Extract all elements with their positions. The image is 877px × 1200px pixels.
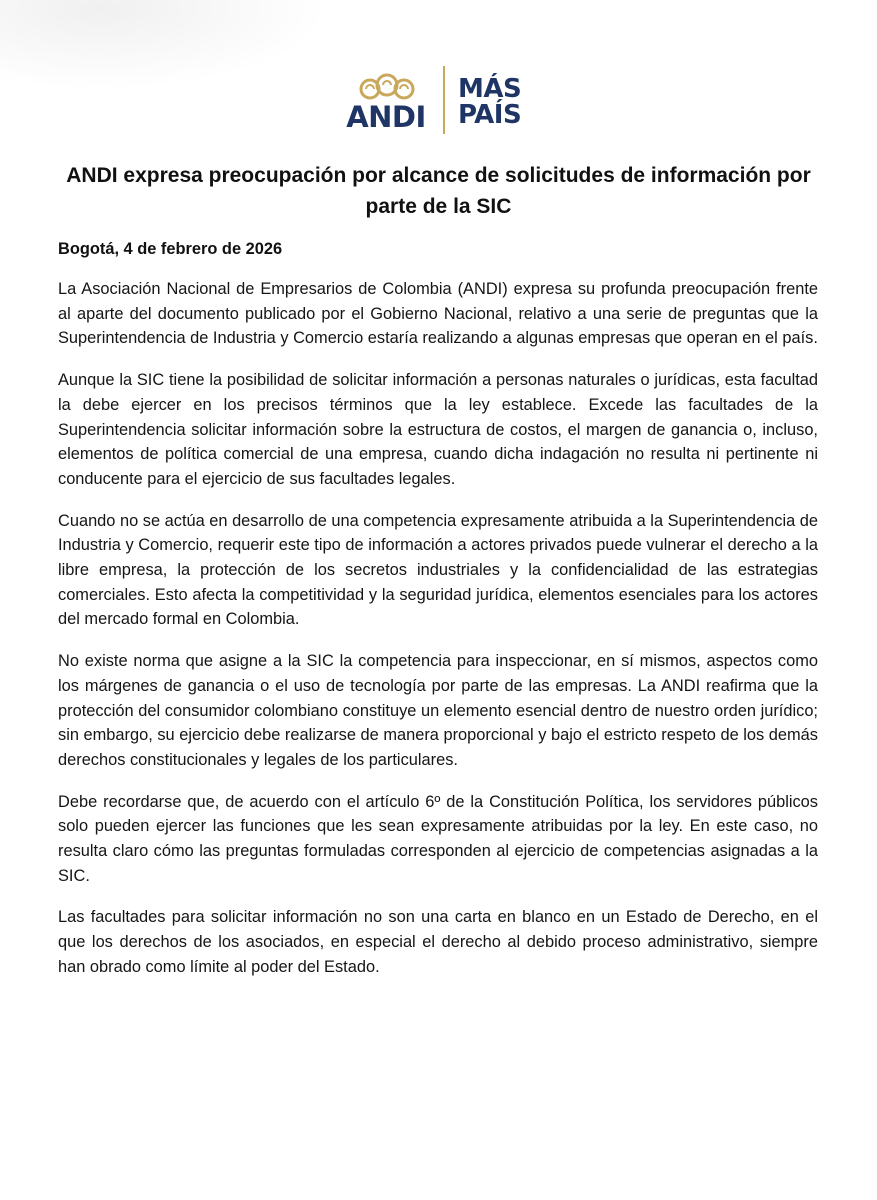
header-logos <box>0 66 877 138</box>
dateline: Bogotá, 4 de febrero de 2026 <box>58 240 283 258</box>
andi-emblem-icon <box>356 72 418 102</box>
paragraph-4: No existe norma que asigne a la SIC la competencia para inspeccionar, en sí mismos, aspectos como los márgenes de ganancia o el uso de tecnología por parte de las empresas. La ANDI reafirma que la protección del consumidor colombiano constituye un elemento esencial dentro de nuestro orden jurídico; sin embargo, su ejercicio debe realizarse de manera proporcional y bajo el estricto respeto de los demás derechos constitucionales y legales de los particulares. <box>58 652 818 769</box>
andi-logo-text: ANDI <box>346 100 426 134</box>
paragraph-5: Debe recordarse que, de acuerdo con el artículo 6º de la Constitución Política, los servidores públicos solo pueden ejercer las funciones que les sean expresamente atribuidas por la ley. En este caso, no resulta claro cómo las preguntas formuladas corresponden al ejercicio de competencias asignadas a la SIC. <box>58 792 818 885</box>
document-title: ANDI expresa preocupación por alcance de solicitudes de información por parte de la SIC <box>66 164 811 218</box>
paragraph-1: La Asociación Nacional de Empresarios de Colombia (ANDI) expresa su profunda preocupación frente al aparte del documento publicado por el Gobierno Nacional, relativo a una serie de preguntas que la Superintendencia de Industria y Comercio estaría realizando a algunas empresas que operan en el país. <box>58 280 818 348</box>
document-body <box>58 277 818 997</box>
logo-divider <box>443 66 445 134</box>
mas-pais-line-1: MÁS <box>458 74 522 104</box>
mas-pais-line-2: PAÍS <box>458 100 522 130</box>
andi-logo <box>338 72 434 132</box>
paragraph-2: Aunque la SIC tiene la posibilidad de solicitar información a personas naturales o jurídicas, esta facultad la debe ejercer en los precisos términos que la ley establece. Excede las facultades de la Superintendencia solicitar información sobre la estructura de costos, el margen de ganancia o, incluso, elementos de política comercial de una empresa, cuando dicha indagación no resulta ni pertinente ni conducente para el ejercicio de sus facultades legales. <box>58 371 818 488</box>
paragraph-6: Las facultades para solicitar información no son una carta en blanco en un Estado de Derecho, en el que los derechos de los asociados, en especial el derecho al debido proceso administrativo, siempre han obrado como límite al poder del Estado. <box>58 908 818 976</box>
mas-pais-logo <box>458 76 548 128</box>
paragraph-3: Cuando no se actúa en desarrollo de una competencia expresamente atribuida a la Superintendencia de Industria y Comercio, requerir este tipo de información a actores privados puede vulnerar el derecho a la libre empresa, la protección de los secretos industriales y la confidencialidad de las estrategias comerciales. Esto afecta la competitividad y la seguridad jurídica, elementos esenciales para los actores del mercado formal en Colombia. <box>58 511 818 629</box>
